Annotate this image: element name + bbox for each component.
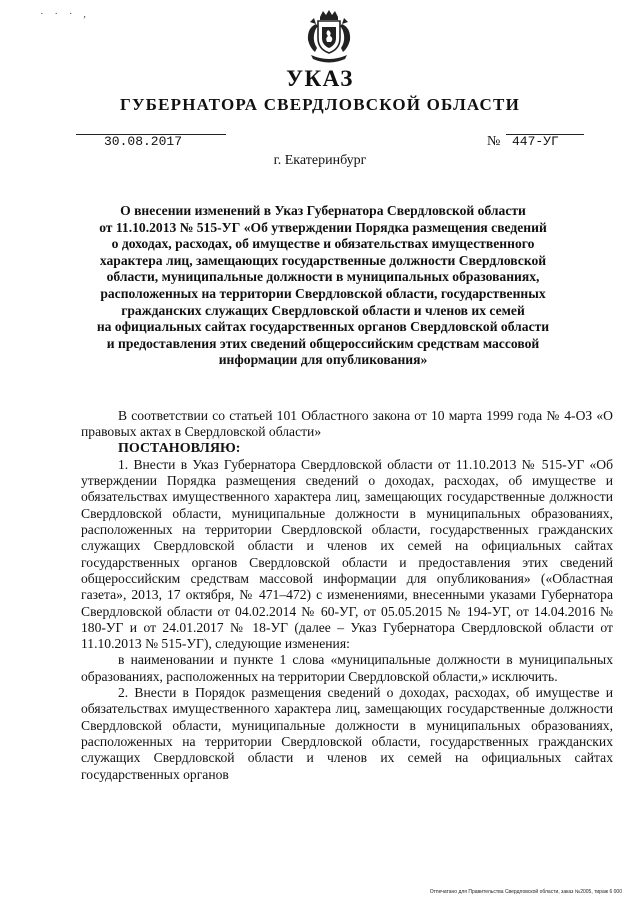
- number-sign: №: [487, 134, 501, 149]
- heading-line: области, муниципальные должности в муниципальных образованиях,: [106, 269, 540, 285]
- scan-specks: · · · ,: [40, 8, 90, 20]
- heading-line: на официальных сайтах государственных органов Свердловской области: [96, 319, 550, 335]
- heading-line: о доходах, расходах, об имуществе и обязательствах имущественного: [111, 236, 535, 252]
- heading-line: расположенных на территории Свердловской области, государственных: [100, 285, 546, 301]
- decree-date: 30.08.2017: [104, 134, 183, 149]
- issuer-title: ГУБЕРНАТОРА СВЕРДЛОВСКОЙ ОБЛАСТИ: [119, 95, 521, 114]
- item-2-paragraph: 2. Внести в Порядок размещения сведений о доходах, расходах, об имуществе и обязательствах имущественного характера лиц, замещающих государственные должности Свердловской области, муниципальные должности в муниципальных образованиях, расположенных на территории Свердловской области, государственных гражданских служащих Свердловской области и членов их семей на официальных сайтах государственных органов: [81, 685, 613, 782]
- heading-line: гражданских служащих Свердловской области и членов их семей: [121, 302, 525, 318]
- item-1-subparagraph: в наименовании и пункте 1 слова «муниципальные должности в муниципальных образованиях, расположенных на территории Свердловской области,» исключить.: [81, 652, 613, 684]
- heading-line: от 11.10.2013 № 515-УГ «Об утверждении Порядка размещения сведений: [99, 219, 547, 235]
- decree-heading: [78, 203, 568, 369]
- heading-line: и предоставления этих сведений общероссийским средствам массовой: [106, 335, 540, 351]
- document-type-title: УКАЗ: [286, 66, 354, 91]
- heading-line: характера лиц, замещающих государственные должности Свердловской: [99, 252, 547, 268]
- intro-paragraph: В соответствии со статьей 101 Областного закона от 10 марта 1999 года № 4-ОЗ «О правовых актах в Свердловской области»: [81, 408, 613, 440]
- coat-of-arms-icon: [301, 8, 357, 66]
- city: г. Екатеринбург: [273, 153, 367, 168]
- postanovlyau-heading: ПОСТАНОВЛЯЮ:: [118, 440, 241, 456]
- decree-number: 447-УГ: [512, 134, 559, 149]
- decree-body: [81, 408, 613, 783]
- print-footnote: Отпечатано для Правительства Свердловской области, заказ №2005, тираж 6 000: [429, 889, 622, 895]
- heading-line: О внесении изменений в Указ Губернатора Свердловской области: [120, 203, 526, 218]
- heading-line: информации для опубликования»: [218, 352, 428, 368]
- item-1-paragraph: 1. Внести в Указ Губернатора Свердловской области от 11.10.2013 № 515-УГ «Об утверждении Порядка размещения сведений о доходах, расходах, об имуществе и обязательствах имущественного характера лиц, замещающих государственные должности Свердловской области, муниципальные должности в муниципальных образованиях, расположенных на территории Свердловской области, государственных гражданских служащих Свердловской области и членов их семей на официальных сайтах государственных органов Свердловской области и предоставления этих сведений общероссийским средствам массовой информации для опубликования» («Областная газета», 2013, 17 октября, № 471–472) с изменениями, внесенными указами Губернатора Свердловской области от 04.02.2014 № 60-УГ, от 05.05.2015 № 194-УГ, от 14.04.2016 № 180-УГ и от 24.01.2017 № 18-УГ (далее – Указ Губернатора Свердловской области от 11.10.2013 № 515-УГ), следующие изменения:: [81, 456, 613, 652]
